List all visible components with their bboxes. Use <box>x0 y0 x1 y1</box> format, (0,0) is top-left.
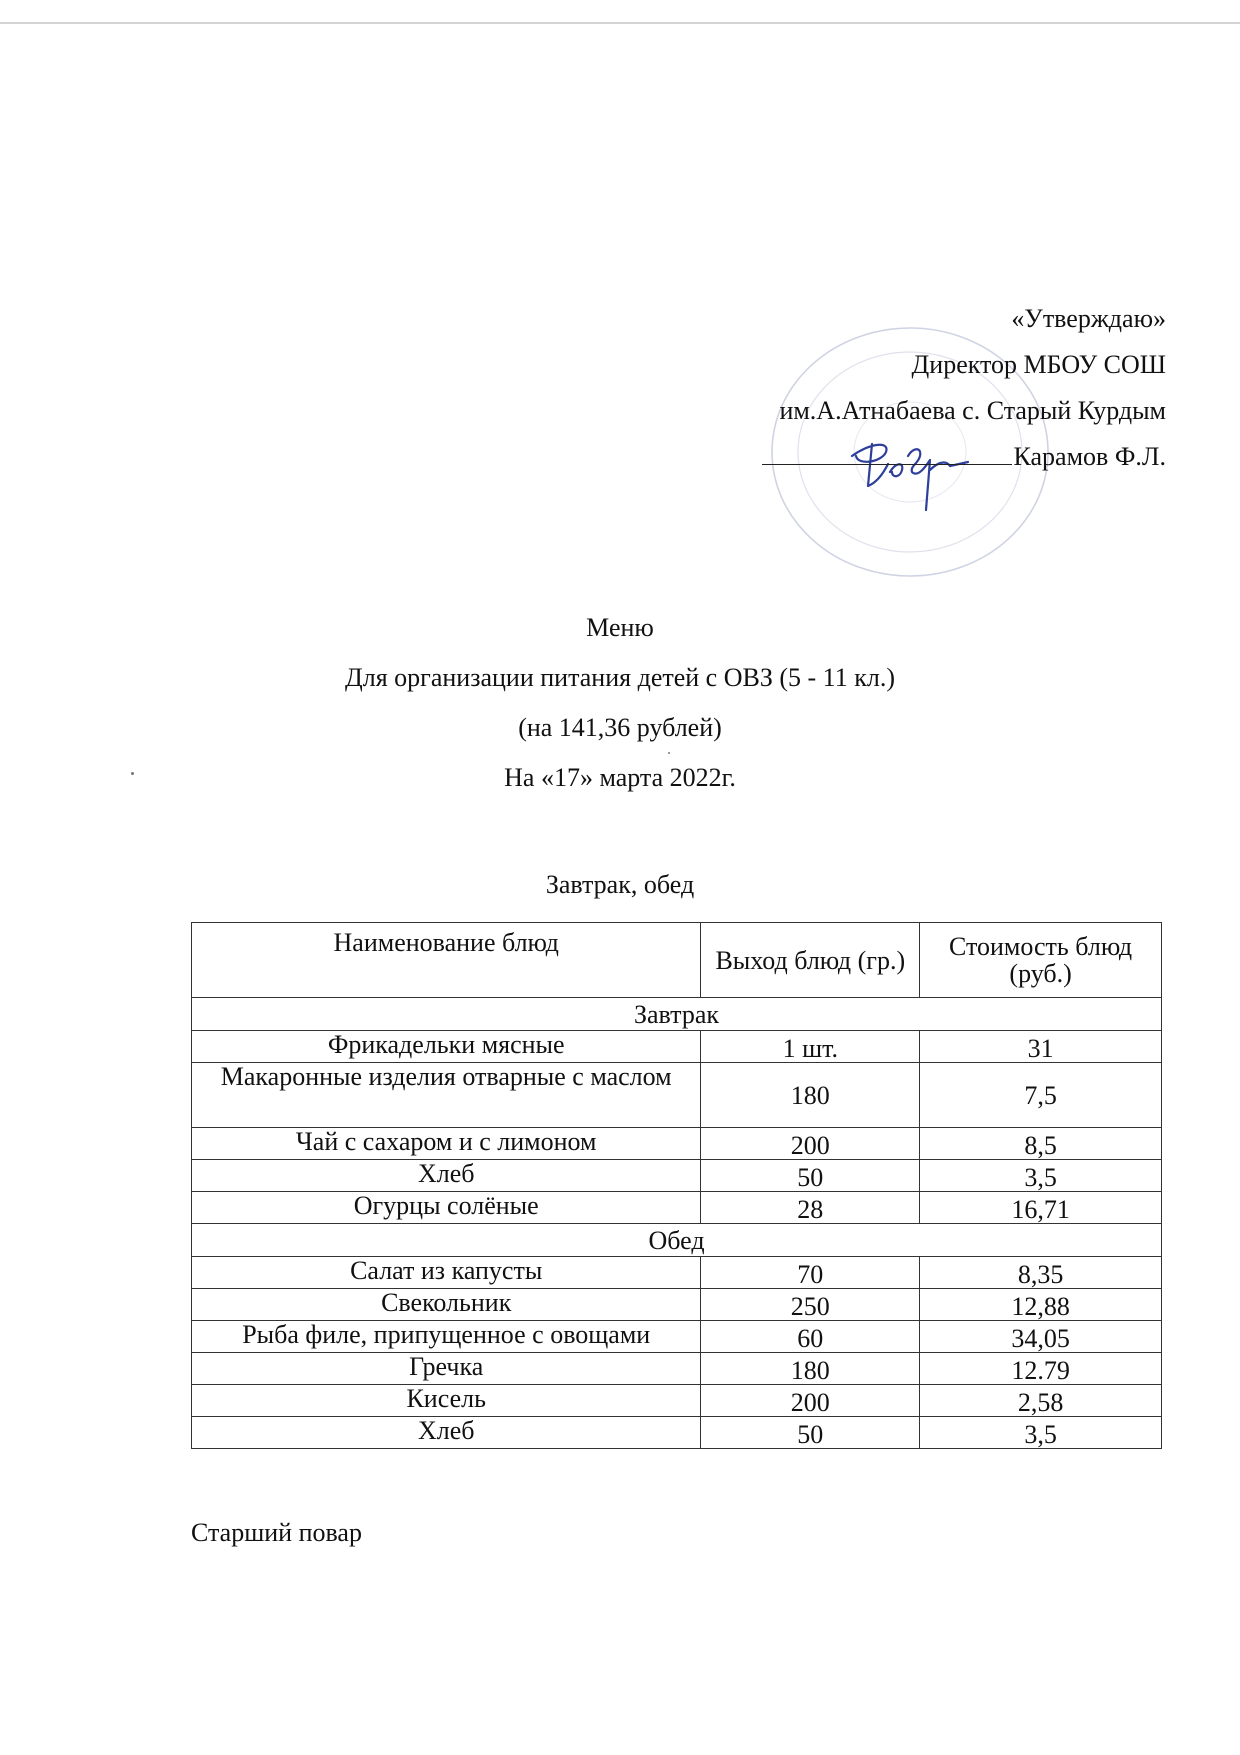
dish-weight: 28 <box>701 1192 920 1224</box>
table-row <box>192 1031 1162 1063</box>
table-row <box>192 1321 1162 1353</box>
dish-weight: 50 <box>701 1160 920 1192</box>
dish-name: Хлеб <box>192 1417 701 1449</box>
approval-school: им.А.Атнабаева с. Старый Курдым <box>779 396 1166 425</box>
dish-name: Фрикадельки мясные <box>192 1031 701 1063</box>
menu-subtitle: Для организации питания детей с ОВЗ (5 - 11 кл.) <box>345 663 895 692</box>
table-header-row <box>192 923 1162 998</box>
dish-name: Хлеб <box>192 1160 701 1192</box>
menu-table <box>191 922 1162 1449</box>
approval-position: Директор МБОУ СОШ <box>911 350 1166 379</box>
table-row <box>192 1385 1162 1417</box>
table-row <box>192 1417 1162 1449</box>
header-weight: Выход блюд (гр.) <box>701 923 920 998</box>
menu-date: На «17» марта 2022г. <box>504 763 736 792</box>
dish-cost: 16,71 <box>920 1192 1162 1224</box>
menu-price: (на 141,36 рублей) <box>518 713 722 742</box>
dish-name: Огурцы солёные <box>192 1192 701 1224</box>
dish-weight: 180 <box>701 1353 920 1385</box>
menu-title-block <box>0 603 1240 803</box>
dish-name: Свекольник <box>192 1289 701 1321</box>
dish-cost: 8,5 <box>920 1128 1162 1160</box>
dish-name: Чай с сахаром и с лимоном <box>192 1128 701 1160</box>
dish-cost: 8,35 <box>920 1257 1162 1289</box>
dish-cost: 34,05 <box>920 1321 1162 1353</box>
dish-weight: 200 <box>701 1128 920 1160</box>
approval-block <box>762 296 1166 480</box>
dish-name: Гречка <box>192 1353 701 1385</box>
director-name: Карамов Ф.Л. <box>1013 442 1166 471</box>
dish-cost: 3,5 <box>920 1417 1162 1449</box>
dish-cost: 31 <box>920 1031 1162 1063</box>
signature-line <box>762 434 1166 480</box>
table-row <box>192 1192 1162 1224</box>
table-row <box>192 1353 1162 1385</box>
dish-cost: 12,88 <box>920 1289 1162 1321</box>
table-row <box>192 1257 1162 1289</box>
table-row <box>192 1128 1162 1160</box>
dish-weight: 70 <box>701 1257 920 1289</box>
table-row <box>192 1160 1162 1192</box>
table-row <box>192 1063 1162 1128</box>
dish-weight: 180 <box>701 1063 920 1128</box>
dish-cost: 7,5 <box>920 1063 1162 1128</box>
header-cost: Стоимость блюд (руб.) <box>920 923 1162 998</box>
dish-cost: 2,58 <box>920 1385 1162 1417</box>
dish-name: Кисель <box>192 1385 701 1417</box>
table-row <box>192 1289 1162 1321</box>
header-dish-name: Наименование блюд <box>192 923 701 998</box>
dish-name: Макаронные изделия отварные с маслом <box>192 1063 701 1128</box>
group-label-breakfast: Завтрак <box>192 998 1162 1031</box>
dish-weight: 50 <box>701 1417 920 1449</box>
signature-blank <box>762 438 1012 465</box>
menu-title: Меню <box>586 613 654 642</box>
dish-cost: 3,5 <box>920 1160 1162 1192</box>
section-title: Завтрак, обед <box>545 870 695 899</box>
dish-weight: 60 <box>701 1321 920 1353</box>
footer-signer: Старший повар <box>191 1518 362 1547</box>
group-row-lunch <box>192 1224 1162 1257</box>
group-row-breakfast <box>192 998 1162 1031</box>
approval-approve: «Утверждаю» <box>1011 304 1166 333</box>
dish-weight: 200 <box>701 1385 920 1417</box>
dish-weight: 250 <box>701 1289 920 1321</box>
scan-edge-line <box>0 22 1240 24</box>
dish-name: Рыба филе, припущенное с овощами <box>192 1321 701 1353</box>
dish-weight: 1 шт. <box>701 1031 920 1063</box>
dish-name: Салат из капусты <box>192 1257 701 1289</box>
group-label-lunch: Обед <box>192 1224 1162 1257</box>
dish-cost: 12.79 <box>920 1353 1162 1385</box>
